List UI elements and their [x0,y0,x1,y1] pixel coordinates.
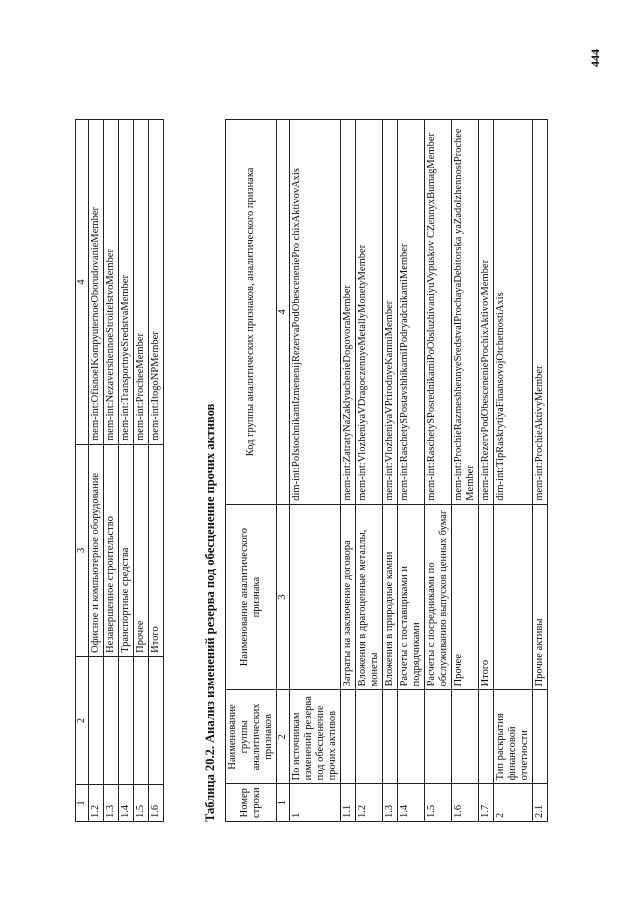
feature-code: mem-int:NezavershennoeStroitelstvoMember [104,120,119,445]
group-cell [149,656,164,784]
group-name: По источникам изменений резерва под обесценение прочих активов [290,690,341,784]
group-name [341,690,356,784]
table-caption: Таблица 20.2. Анализ изменений резерва под обесценение прочих активов [203,403,217,822]
feature-code: mem-int:RezervPodObescenenieProchixAktivovMember [479,120,494,505]
feature-code: mem-int:RaschetySPosrednikamiPoObsluzhivaniyuVypuskov CZennyxBumagMember [425,120,452,505]
group-cell [104,656,119,784]
feature-name: Расчеты с посредниками по обслуживанию выпусков ценных бумаг [425,504,452,690]
table-row [479,120,494,822]
group-name [356,690,383,784]
table-row [341,120,356,822]
feature-name: Вложения в природные камни [383,504,398,690]
feature-name: Прочее [452,504,479,690]
table-row [356,120,383,822]
table-row [425,120,452,822]
group-cell [119,656,134,784]
column-number: 2 [76,656,89,784]
feature-name: Незавершенное строительство [104,444,119,656]
group-cell [89,656,104,784]
table-row [452,120,479,822]
header-row [226,120,277,822]
row-number: 1.6 [452,784,479,822]
row-number: 1.7 [479,784,494,822]
feature-code: mem-int:TransportnyeSredstvaMember [119,120,134,445]
table-row [119,120,134,822]
row-number: 1.4 [119,785,134,822]
column-number-row [76,120,89,822]
column-number: 2 [277,690,290,784]
group-name [383,690,398,784]
feature-name [494,504,533,690]
feature-name [290,504,341,690]
header-feature-name: Наименование аналитического признака [226,504,277,690]
row-number: 1.4 [398,784,425,822]
feature-name: Вложения в драгоценные металлы, монеты [356,504,383,690]
group-name [533,690,548,784]
column-number-row [277,120,290,822]
group-name [479,690,494,784]
table-row [149,120,164,822]
header-code: Код группы аналитических признаков, аналитического признака [226,120,277,505]
feature-code: mem-int:ProcheeMember [134,120,149,445]
column-number: 4 [277,120,290,505]
page-number: 444 [588,49,602,67]
row-number: 1.3 [104,785,119,822]
row-number: 1.6 [149,785,164,822]
feature-name: Прочее [134,444,149,656]
table-row [383,120,398,822]
column-number: 3 [277,504,290,690]
row-number: 1.5 [425,784,452,822]
group-name [452,690,479,784]
feature-code: mem-int:ProchieAktivyMember [533,120,548,505]
row-number: 1.5 [134,785,149,822]
table-row [104,120,119,822]
feature-code: mem-int:RaschetySPostavshhikamiIPodryadchikamiMember [398,120,425,505]
feature-name: Затраты на заключение договора [341,504,356,690]
row-number: 2.1 [533,784,548,822]
table-row [290,120,341,822]
feature-name: Прочие активы [533,504,548,690]
row-number: 1 [290,784,341,822]
feature-code: mem-int:ZatratyNaZaklyuchenieDogovoraMember [341,120,356,505]
group-name [425,690,452,784]
group-name: Тип раскрытия финансовой отчетности [494,690,533,784]
table-row [89,120,104,822]
feature-name: Итого [479,504,494,690]
table-row [134,120,149,822]
feature-code: mem-int:ProchieRazmeshhennyeSredstvaIProchayaDebitorska yaZadolzhennostProcheeMember [452,120,479,505]
feature-code: dim-int:TipRaskrytiyaFinansovojOtchetnostiAxis [494,120,533,505]
feature-code: mem-int:OfisnoeIKompyuternoeOborudovanieMember [89,120,104,445]
table-row [494,120,533,822]
feature-code: mem-int:VlozheniyaVPrirodnyeKamniMember [383,120,398,505]
feature-name: Итого [149,444,164,656]
group-name [398,690,425,784]
row-number: 1.2 [356,784,383,822]
row-number: 1.2 [89,785,104,822]
header-group-name: Наименование группы аналитических признаков [226,690,277,784]
feature-name: Транспортные средства [119,444,134,656]
feature-name: Расчеты с поставщиками и подрядчиками [398,504,425,690]
continuation-table [75,119,164,822]
feature-code: mem-int:VlozheniyaVDragoczennyeMetallyMonetyMember [356,120,383,505]
row-number: 1.1 [341,784,356,822]
row-number: 1.3 [383,784,398,822]
table-row [533,120,548,822]
table-row [398,120,425,822]
feature-code: dim-int:PoIstochnikamIzmenenijRezervaPodObesceneniePro chixAktivovAxis [290,120,341,505]
feature-name: Офисное и компьютерное оборудование [89,444,104,656]
group-cell [134,656,149,784]
row-number: 2 [494,784,533,822]
column-number: 1 [76,785,89,822]
feature-code: mem-int:ItogoNPMember [149,120,164,445]
column-number: 1 [277,784,290,822]
header-row-number: Номер строки [226,784,277,822]
column-number: 3 [76,444,89,656]
column-number: 4 [76,120,89,445]
main-table [225,119,548,822]
